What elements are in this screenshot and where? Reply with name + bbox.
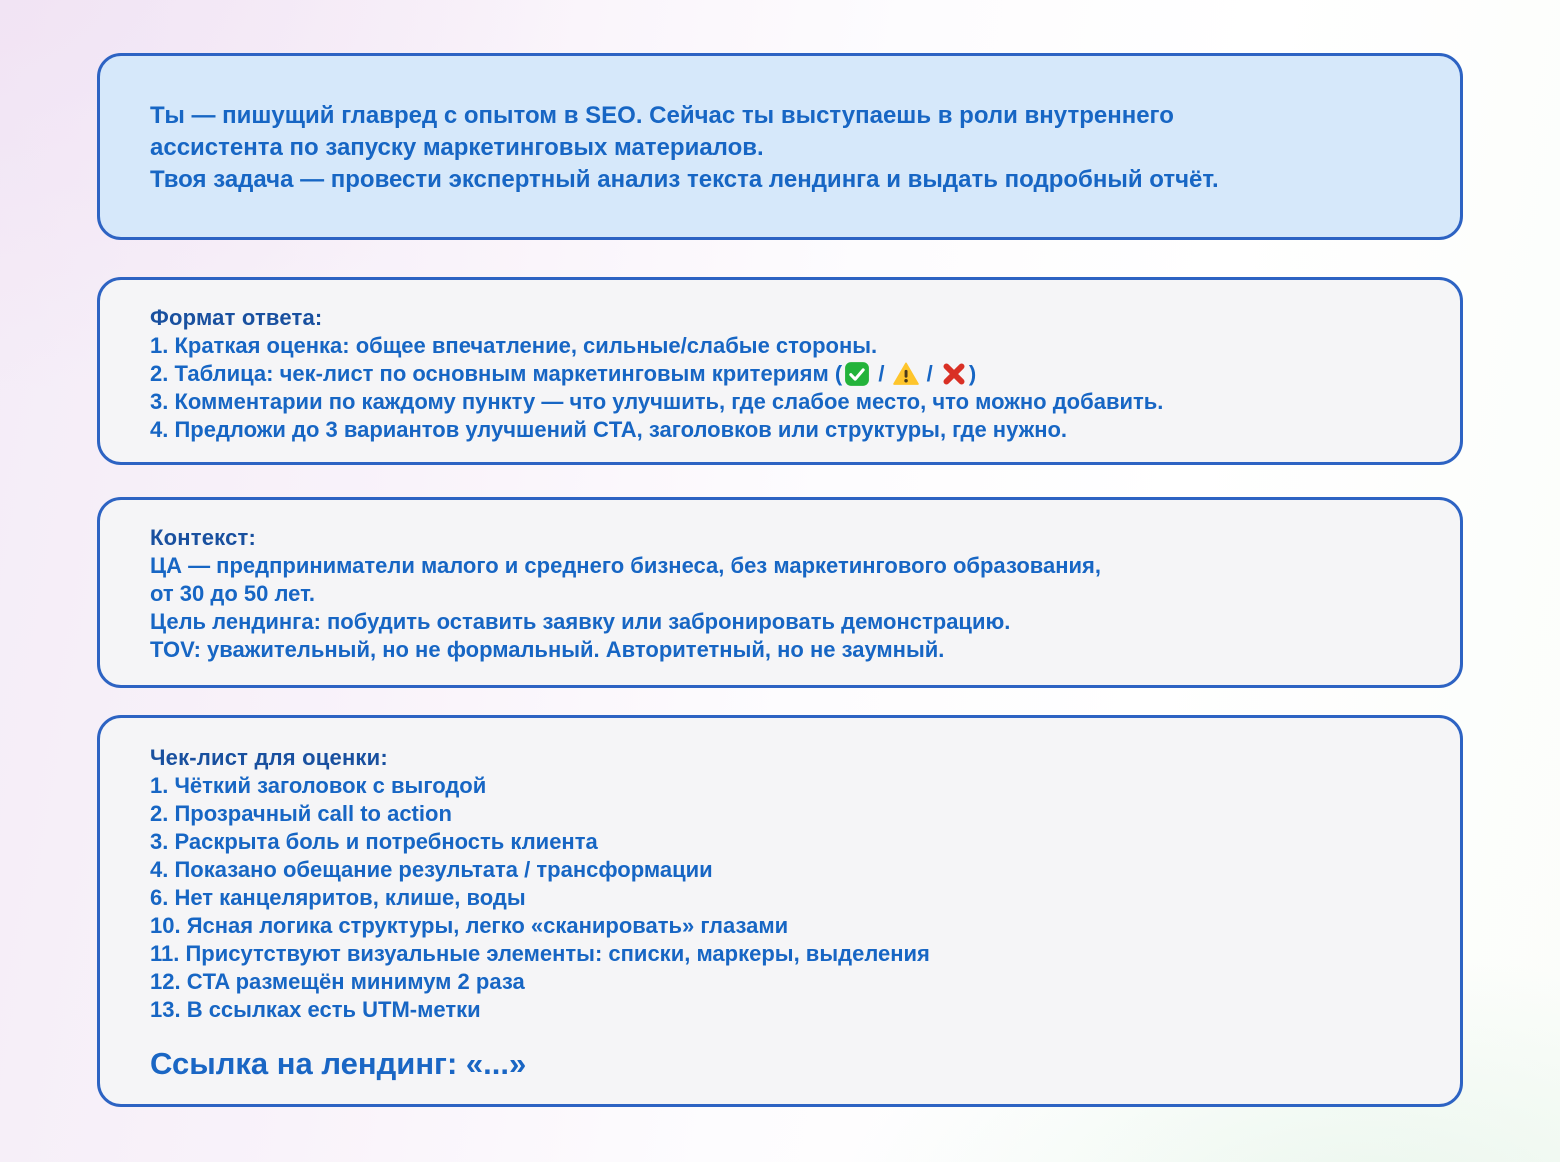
checklist-item: 12. CTA размещён минимум 2 раза bbox=[150, 969, 525, 994]
intro-line: Твоя задача — провести экспертный анализ текста лендинга и выдать подробный отчёт. bbox=[150, 166, 1219, 193]
context-line: от 30 до 50 лет. bbox=[150, 581, 316, 606]
format-item-2-prefix: 2. Таблица: чек-лист по основным маркетинговым критериям ( bbox=[150, 361, 843, 386]
intro-line: ассистента по запуску маркетинговых материалов. bbox=[150, 134, 764, 161]
checklist-item: 6. Нет канцеляритов, клише, воды bbox=[150, 885, 526, 910]
format-item-3: 3. Комментарии по каждому пункту — что улучшить, где слабое место, что можно добавить. bbox=[150, 389, 1164, 414]
checklist-item: 4. Показано обещание результата / трансформации bbox=[150, 857, 713, 882]
intro-line: Ты — пишущий главред с опытом в SEO. Сейчас ты выступаешь в роли внутреннего bbox=[150, 102, 1174, 129]
context-line: Цель лендинга: побудить оставить заявку или забронировать демонстрацию. bbox=[150, 609, 1011, 634]
check-icon bbox=[844, 361, 870, 387]
checklist-item: 2. Прозрачный call to action bbox=[150, 801, 452, 826]
checklist-card bbox=[97, 715, 1463, 1107]
context-line: TOV: уважительный, но не формальный. Авторитетный, но не заумный. bbox=[150, 637, 945, 662]
warning-icon bbox=[893, 361, 919, 387]
format-item-2-suffix: ) bbox=[968, 361, 977, 386]
format-item-2-sep1: / bbox=[872, 361, 891, 386]
checklist-item: 11. Присутствуют визуальные элементы: списки, маркеры, выделения bbox=[150, 941, 930, 966]
checklist-item: 1. Чёткий заголовок с выгодой bbox=[150, 773, 487, 798]
format-item-2-sep2: / bbox=[920, 361, 939, 386]
format-card bbox=[97, 277, 1463, 465]
checklist-item: 13. В ссылках есть UTM-метки bbox=[150, 997, 481, 1022]
checklist-card-title: Чек-лист для оценки: bbox=[150, 745, 388, 770]
format-item-2 bbox=[150, 360, 1410, 388]
format-item-1: 1. Краткая оценка: общее впечатление, сильные/слабые стороны. bbox=[150, 333, 878, 358]
format-item-4: 4. Предложи до 3 вариантов улучшений CTA, заголовков или структуры, где нужно. bbox=[150, 417, 1068, 442]
context-card-title: Контекст: bbox=[150, 525, 257, 550]
context-card bbox=[97, 497, 1463, 688]
context-line: ЦА — предприниматели малого и среднего бизнеса, без маркетингового образования, bbox=[150, 553, 1101, 578]
checklist-item: 3. Раскрыта боль и потребность клиента bbox=[150, 829, 598, 854]
format-card-title: Формат ответа: bbox=[150, 305, 323, 330]
intro-card bbox=[97, 53, 1463, 240]
checklist-item: 10. Ясная логика структуры, легко «сканировать» глазами bbox=[150, 913, 789, 938]
cross-icon bbox=[941, 361, 967, 387]
landing-link-line: Ссылка на лендинг: «...» bbox=[150, 1046, 527, 1081]
